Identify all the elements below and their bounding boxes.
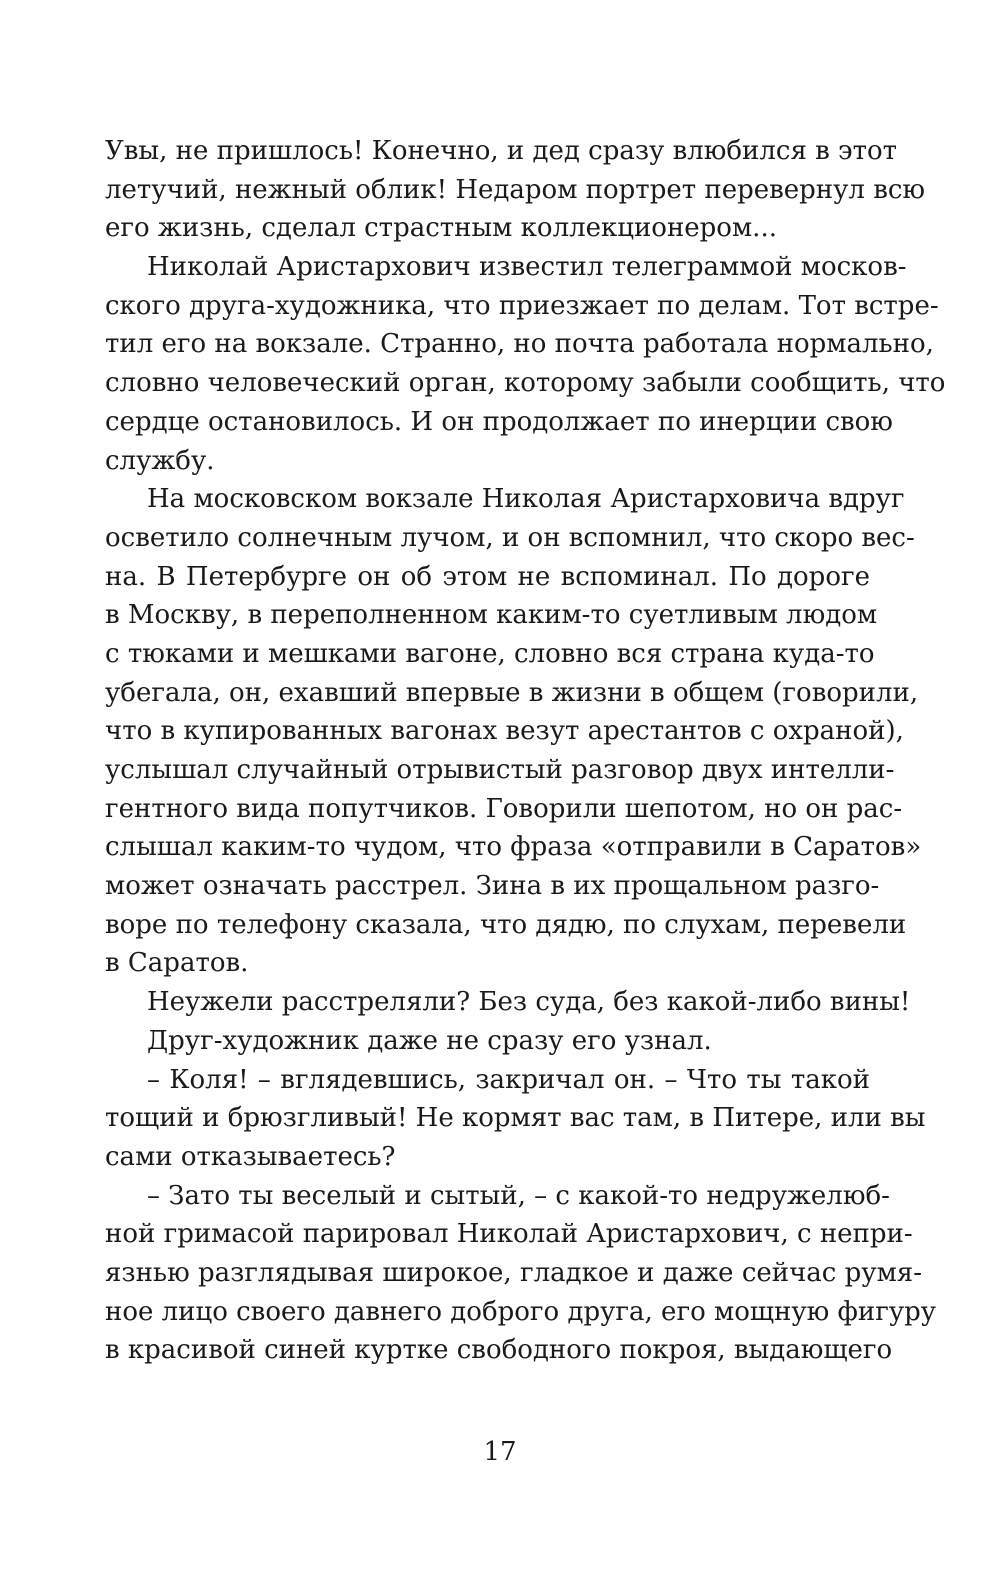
text-line: убегала, он, ехавший впервые в жизни в общем (говорили, (105, 677, 919, 708)
text-line: на. В Петербурге он об этом не вспоминал. По дороге (105, 561, 870, 592)
body-text (105, 132, 946, 1370)
text-line: тил его на вокзале. Странно, но почта работала нормально, (105, 329, 934, 360)
text-line: Друг-художник даже не сразу его узнал. (147, 1025, 712, 1056)
text-line: службу. (105, 445, 215, 476)
text-line: воре по телефону сказала, что дядю, по слухам, перевели (105, 909, 907, 940)
text-line: Неужели расстреляли? Без суда, без какой-либо вины! (147, 987, 911, 1018)
text-line: ной гримасой парировал Николай Аристархович, с непри- (105, 1219, 913, 1250)
text-line: словно человеческий орган, которому забыли сообщить, что (105, 368, 946, 399)
text-line: язнью разглядывая широкое, гладкое и даже сейчас румя- (105, 1257, 922, 1288)
text-line: ского друга-художника, что приезжает по делам. Тот встре- (105, 290, 939, 321)
text-line: – Коля! – вглядевшись, закричал он. – Что ты такой (147, 1064, 870, 1095)
text-line: ное лицо своего давнего доброго друга, его мощную фигуру (105, 1296, 937, 1327)
text-line: гентного вида попутчиков. Говорили шепотом, но он рас- (105, 793, 903, 824)
text-line: – Зато ты веселый и сытый, – с какой-то недружелюб- (147, 1180, 890, 1211)
text-line: сердце остановилось. И он продолжает по инерции свою (105, 406, 893, 437)
text-line: его жизнь, сделал страстным коллекционером... (105, 213, 777, 244)
text-line: с тюками и мешками вагоне, словно вся страна куда-то (105, 638, 875, 669)
text-line: в Москву, в переполненном каким-то суетливым людом (105, 600, 878, 631)
text-line: в красивой синей куртке свободного покроя, выдающего (105, 1335, 893, 1366)
text-line: На московском вокзале Николая Аристарховича вдруг (147, 484, 905, 515)
page-number: 17 (483, 1437, 517, 1467)
text-line: тощий и брюзгливый! Не кормят вас там, в Питере, или вы (105, 1103, 926, 1134)
text-line: Увы, не пришлось! Конечно, и дед сразу влюбился в этот (105, 136, 898, 166)
text-line: в Саратов. (105, 948, 249, 979)
text-line: может означать расстрел. Зина в их прощальном разго- (105, 871, 880, 902)
text-line: что в купированных вагонах везут арестантов с охраной), (105, 716, 904, 747)
text-line: слышал каким-то чудом, что фраза «отправили в Саратов» (105, 832, 922, 863)
text-line: осветило солнечным лучом, и он вспомнил, что скоро вес- (105, 522, 915, 553)
text-line: летучий, нежный облик! Недаром портрет перевернул всю (105, 174, 926, 205)
text-line: сами отказываетесь? (105, 1141, 396, 1172)
text-line: услышал случайный отрывистый разговор двух интелли- (105, 755, 895, 785)
text-line: Николай Аристархович известил телеграммой москов- (147, 252, 907, 283)
